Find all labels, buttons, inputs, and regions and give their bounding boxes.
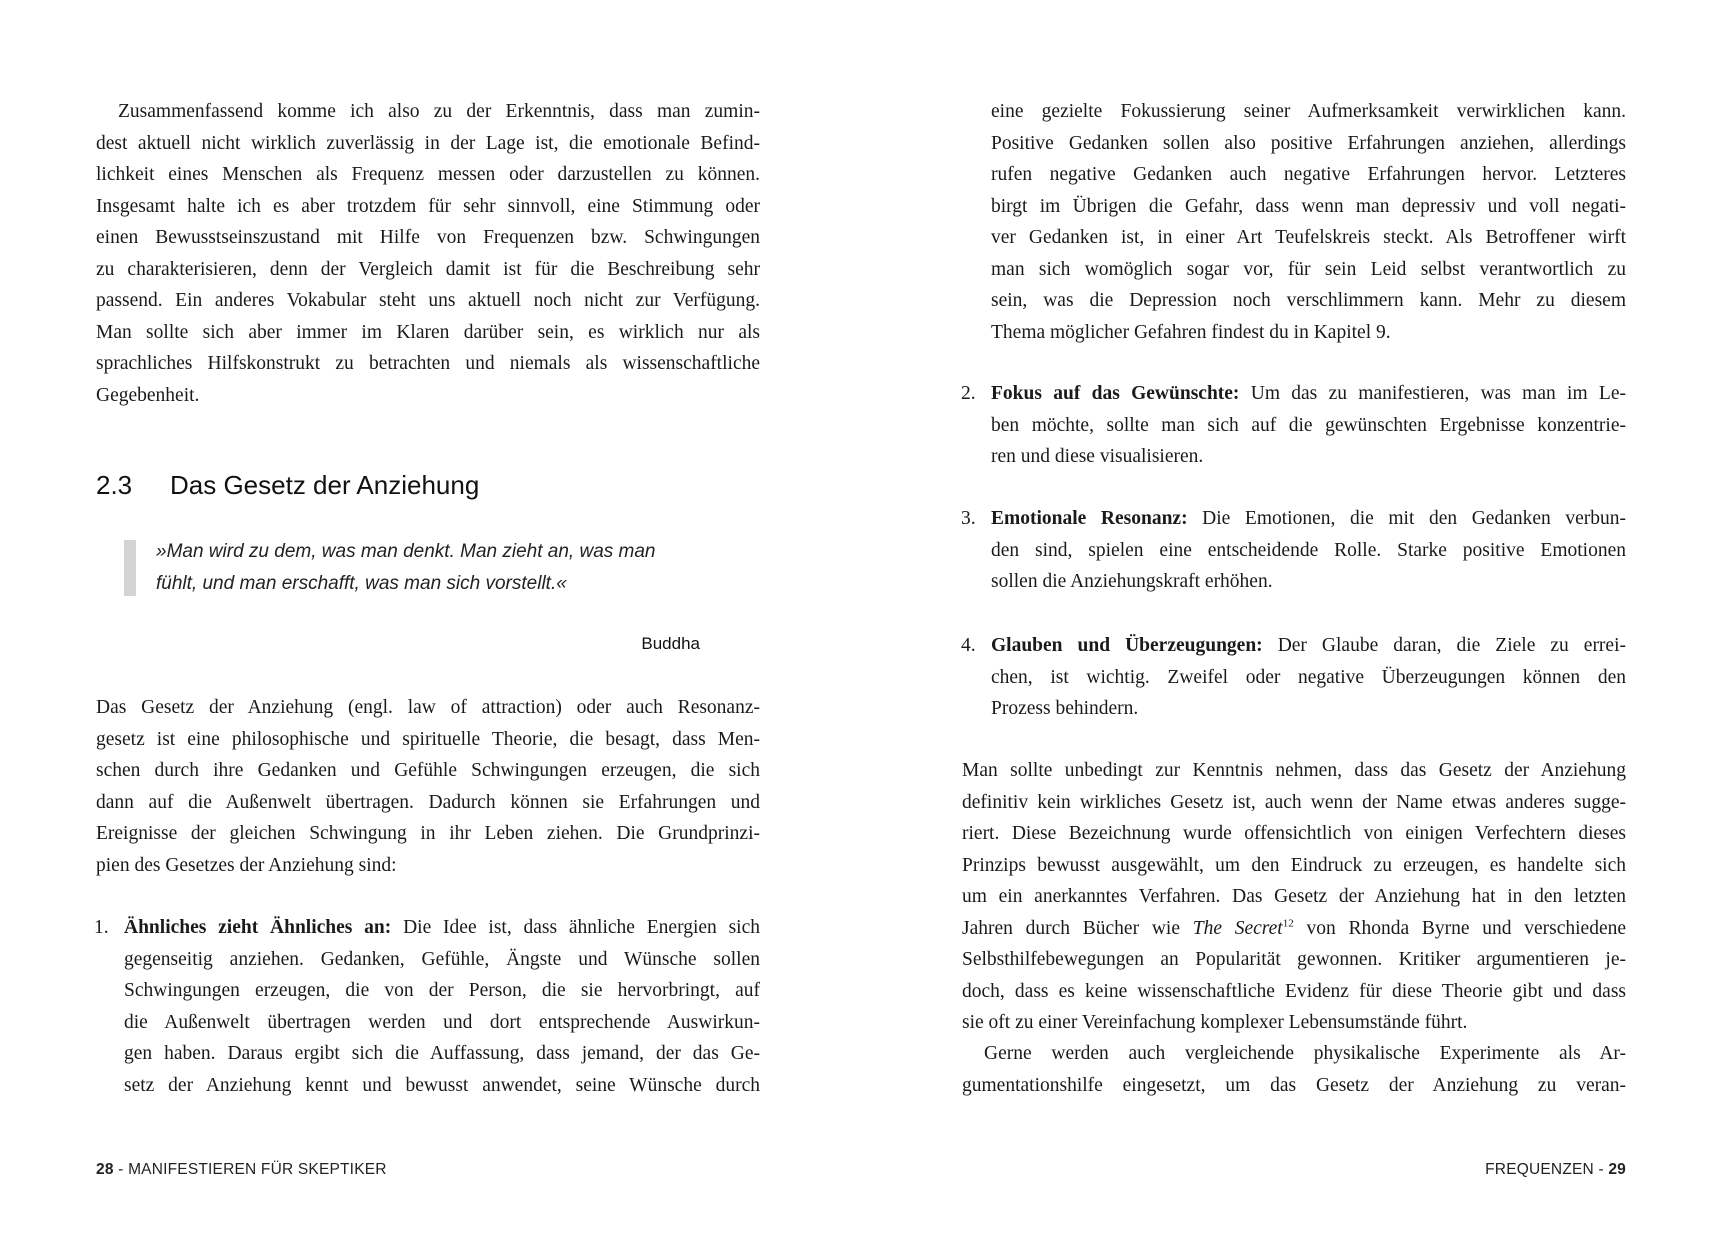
text-line: Prinzips bewusst ausgewählt, um den Eindruck zu erzeugen, es handelte sich <box>962 854 1626 876</box>
text-line: Thema möglicher Gefahren findest du in Kapitel 9. <box>991 321 1391 343</box>
footer-left <box>96 1161 387 1179</box>
chapter-title: FREQUENZEN <box>1485 1161 1594 1178</box>
text-line: ben möchte, sollte man sich auf die gewünschten Ergebnisse konzentrie- <box>991 414 1626 436</box>
list-item-text: Der Glaube daran, die Ziele zu errei- <box>1262 635 1626 656</box>
left-page <box>0 0 856 1240</box>
text-line: chen, ist wichtig. Zweifel oder negative Überzeugungen können den <box>991 666 1626 688</box>
list-number: 1. <box>94 917 109 938</box>
list-item-lead: Fokus auf das Gewünschte: <box>991 383 1240 404</box>
text-line: ver Gedanken ist, in einer Art Teufelskreis steckt. Als Betroffener wirft <box>991 227 1626 248</box>
text-line: gumentationshilfe eingesetzt, um das Gesetz der Anziehung zu veran- <box>962 1074 1626 1096</box>
footer-separator: - <box>1598 1161 1604 1178</box>
text-line: Gerne werden auch vergleichende physikalische Experimente als Ar- <box>984 1043 1626 1064</box>
text-line: Insgesamt halte ich es aber trotzdem für sehr sinnvoll, eine Stimmung oder <box>96 195 760 217</box>
text-line: Zusammenfassend komme ich also zu der Erkenntnis, dass man zumin- <box>118 101 760 122</box>
text-line: Man sollte unbedingt zur Kenntnis nehmen, dass das Gesetz der Anziehung <box>962 760 1626 781</box>
page-number: 29 <box>1608 1161 1626 1178</box>
list-item-2 <box>961 378 1626 473</box>
text-line: rufen negative Gedanken auch negative Erfahrungen hervor. Letzteres <box>991 164 1626 185</box>
list-number: 2. <box>961 383 976 404</box>
paragraph-criticism <box>962 755 1626 1039</box>
quote-author: Buddha <box>641 634 700 653</box>
text-line: pien des Gesetzes der Anziehung sind: <box>96 854 397 876</box>
text-line <box>124 912 760 944</box>
list-item-text: Um das zu manifestieren, was man im Le- <box>1239 383 1626 404</box>
text-line: riert. Diese Bezeichnung wurde offensichtlich von einigen Verfechtern dieses <box>962 823 1626 844</box>
book-title-the-secret: The Secret <box>1192 917 1283 939</box>
text-line: eine gezielte Fokussierung seiner Aufmerksamkeit verwirklichen kann. <box>991 101 1626 122</box>
paragraph-experiments <box>962 1038 1626 1101</box>
section-heading <box>96 470 479 501</box>
text-line: gegenseitig anziehen. Gedanken, Gefühle, Ängste und Wünsche sollen <box>124 948 760 970</box>
text-line: gen haben. Daraus ergibt sich die Auffassung, dass jemand, der das Ge- <box>124 1043 760 1064</box>
text-line: Schwingungen erzeugen, die von der Person, die sie hervorbringt, auf <box>124 980 760 1001</box>
text-line: die Außenwelt übertragen werden und dort entsprechende Auswirkun- <box>124 1011 760 1033</box>
text-line: Gegebenheit. <box>96 384 200 406</box>
text-line: Das Gesetz der Anziehung (engl. law of attraction) oder auch Resonanz- <box>96 697 760 718</box>
text-line: sie oft zu einer Vereinfachung komplexer Lebensumstände führt. <box>962 1012 1468 1033</box>
text-line: birgt im Übrigen die Gefahr, dass wenn man depressiv und voll negati- <box>991 195 1626 217</box>
text-line: sprachliches Hilfskonstrukt zu betrachten und niemals als wissenschaftliche <box>96 353 760 374</box>
footer-right <box>1485 1161 1626 1179</box>
footer-separator: - <box>118 1161 124 1178</box>
list-item-text: Die Idee ist, dass ähnliche Energien sich <box>391 917 760 938</box>
text-line: sollen die Anziehungskraft erhöhen. <box>991 571 1273 592</box>
text-line: man sich womöglich sogar vor, für sein Leid selbst verantwortlich zu <box>991 258 1626 280</box>
text-line: gesetz ist eine philosophische und spirituelle Theorie, die besagt, dass Men- <box>96 728 760 750</box>
text-line <box>962 913 1626 945</box>
text-line: einen Bewusstseinszustand mit Hilfe von Frequenzen bzw. Schwingungen <box>96 227 760 248</box>
text-segment: Jahren durch Bücher wie <box>962 917 1193 939</box>
text-line: zu charakterisieren, denn der Vergleich damit ist für die Beschreibung sehr <box>96 258 760 280</box>
text-line <box>991 378 1626 410</box>
text-line: den sind, spielen eine entscheidende Rolle. Starke positive Emotionen <box>991 539 1626 561</box>
list-item-1 <box>94 912 760 1101</box>
list-item-4 <box>961 630 1626 725</box>
text-line: setz der Anziehung kennt und bewusst anwendet, seine Wünsche durch <box>124 1074 760 1096</box>
list-item-lead: Ähnliches zieht Ähnliches an: <box>124 917 392 938</box>
list-item-1-continued <box>991 96 1626 348</box>
footnote-marker: 12 <box>1282 917 1294 929</box>
text-line: Ereignisse der gleichen Schwingung in ihr Leben ziehen. Die Grundprinzi- <box>96 823 760 844</box>
text-line <box>991 503 1626 535</box>
paragraph-summary <box>96 96 760 411</box>
section-number: 2.3 <box>96 470 133 500</box>
text-line: ren und diese visualisieren. <box>991 446 1204 467</box>
quote-line: fühlt, und man erschafft, was man sich vorstellt.« <box>156 573 567 594</box>
text-line: Man sollte sich aber immer im Klaren darüber sein, es wirklich nur als <box>96 321 760 343</box>
list-number: 3. <box>961 508 976 529</box>
text-line: doch, dass es keine wissenschaftliche Evidenz für diese Theorie gibt und dass <box>962 980 1626 1002</box>
text-line: um ein anerkanntes Verfahren. Das Gesetz der Anziehung hat in den letzten <box>962 886 1626 907</box>
text-line: dann auf die Außenwelt übertragen. Dadurch können sie Erfahrungen und <box>96 791 760 813</box>
quote-bar <box>124 540 136 596</box>
text-line: definitiv kein wirkliches Gesetz ist, auch wenn der Name etwas anderes sugge- <box>962 791 1626 813</box>
text-line: passend. Ein anderes Vokabular steht uns aktuell noch nicht zur Verfügung. <box>96 290 760 311</box>
list-item-lead: Emotionale Resonanz: <box>991 508 1188 529</box>
list-item-3 <box>961 503 1626 598</box>
right-page <box>856 0 1712 1240</box>
text-segment: von Rhonda Byrne und verschiedene <box>1293 917 1627 939</box>
text-line: dest aktuell nicht wirklich zuverlässig in der Lage ist, die emotionale Befind- <box>96 132 760 154</box>
paragraph-law-of-attraction <box>96 692 760 881</box>
text-line: Positive Gedanken sollen also positive Erfahrungen anziehen, allerdings <box>991 132 1626 154</box>
quote-line: »Man wird zu dem, was man denkt. Man zieht an, was man <box>156 541 656 562</box>
text-line: lichkeit eines Menschen als Frequenz messen oder darzustellen zu können. <box>96 164 760 185</box>
text-line: Prozess behindern. <box>991 698 1139 719</box>
list-number: 4. <box>961 635 976 656</box>
list-item-lead: Glauben und Überzeugungen: <box>991 635 1263 656</box>
book-title: MANIFESTIEREN FÜR SKEPTIKER <box>128 1161 387 1178</box>
list-item-text: Die Emotionen, die mit den Gedanken verbun- <box>1187 508 1626 529</box>
text-line: sein, was die Depression noch verschlimmern kann. Mehr zu diesem <box>991 290 1626 311</box>
text-line <box>991 630 1626 662</box>
page-number: 28 <box>96 1161 114 1178</box>
text-line: Selbsthilfebewegungen an Popularität gewonnen. Kritiker argumentieren je- <box>962 949 1626 970</box>
section-title: Das Gesetz der Anziehung <box>170 470 480 500</box>
text-line: schen durch ihre Gedanken und Gefühle Schwingungen erzeugen, die sich <box>96 760 760 781</box>
